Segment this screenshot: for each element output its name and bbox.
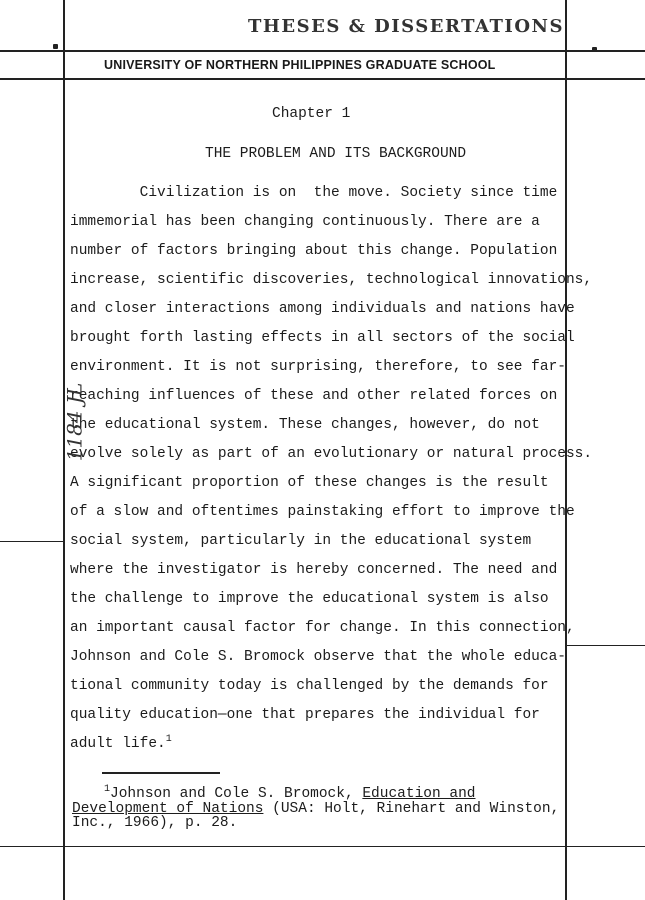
body-line: and closer interactions among individuals and nations have <box>70 301 575 317</box>
footnote-title-a: Education and <box>362 786 476 802</box>
body-line: social system, particularly in the educational system <box>70 533 532 549</box>
footnote-publisher: (USA: Holt, Rinehart and Winston, <box>263 801 560 817</box>
body-line: an important causal factor for change. In this connection, <box>70 620 575 636</box>
footnote-title-b: Development of Nations <box>72 801 264 817</box>
body-line: of a slow and oftentimes painstaking effort to improve the <box>70 504 575 520</box>
body-line: immemorial has been changing continuously. There are a <box>70 214 540 230</box>
footnote-marker: 1 <box>104 784 111 795</box>
binding-mark-right <box>592 47 597 52</box>
handwritten-margin-note: 1184 JL <box>62 382 87 462</box>
body-line: Johnson and Cole S. Bromock observe that the whole educa- <box>70 649 566 665</box>
body-line: the challenge to improve the educational system is also <box>70 591 549 607</box>
page-bottom-rule <box>0 846 645 847</box>
body-line: reaching influences of these and other related forces on <box>70 388 558 404</box>
left-mid-rule <box>0 541 65 542</box>
institution-header: UNIVERSITY OF NORTHERN PHILIPPINES GRADUATE SCHOOL <box>104 58 496 72</box>
footnote-ref: 1 <box>165 734 172 745</box>
binding-mark-left <box>53 44 58 49</box>
body-line: adult life. <box>70 736 166 752</box>
body-line: evolve solely as part of an evolutionary or natural process. <box>70 446 593 462</box>
body-line: tional community today is challenged by the demands for <box>70 678 549 694</box>
body-line: increase, scientific discoveries, technological innovations, <box>70 272 593 288</box>
body-line: where the investigator is hereby concerned. The need and <box>70 562 558 578</box>
body-line: number of factors bringing about this change. Population <box>70 243 558 259</box>
body-line: the educational system. These changes, however, do not <box>70 417 540 433</box>
footnote-line-1 <box>104 786 475 802</box>
theses-stamp: THESES & DISSERTATIONS <box>248 16 564 37</box>
body-line: Civilization is on the move. Society since time <box>70 185 558 201</box>
body-line: quality education—one that prepares the individual for <box>70 707 540 723</box>
chapter-label: Chapter 1 <box>272 106 351 122</box>
footnote-line-3: Inc., 1966), p. 28. <box>72 815 238 831</box>
body-line: A significant proportion of these changes is the result <box>70 475 549 491</box>
body-line: environment. It is not surprising, therefore, to see far- <box>70 359 566 375</box>
right-mid-rule <box>565 645 645 646</box>
chapter-title: THE PROBLEM AND ITS BACKGROUND <box>205 146 467 162</box>
footnote-rule <box>102 772 220 774</box>
footnote-authors: Johnson and Cole S. Bromock, <box>110 786 363 802</box>
body-line-last <box>70 736 172 752</box>
body-line: brought forth lasting effects in all sectors of the social <box>70 330 575 346</box>
header-top-rule <box>0 50 645 52</box>
header-bottom-rule <box>0 78 645 80</box>
